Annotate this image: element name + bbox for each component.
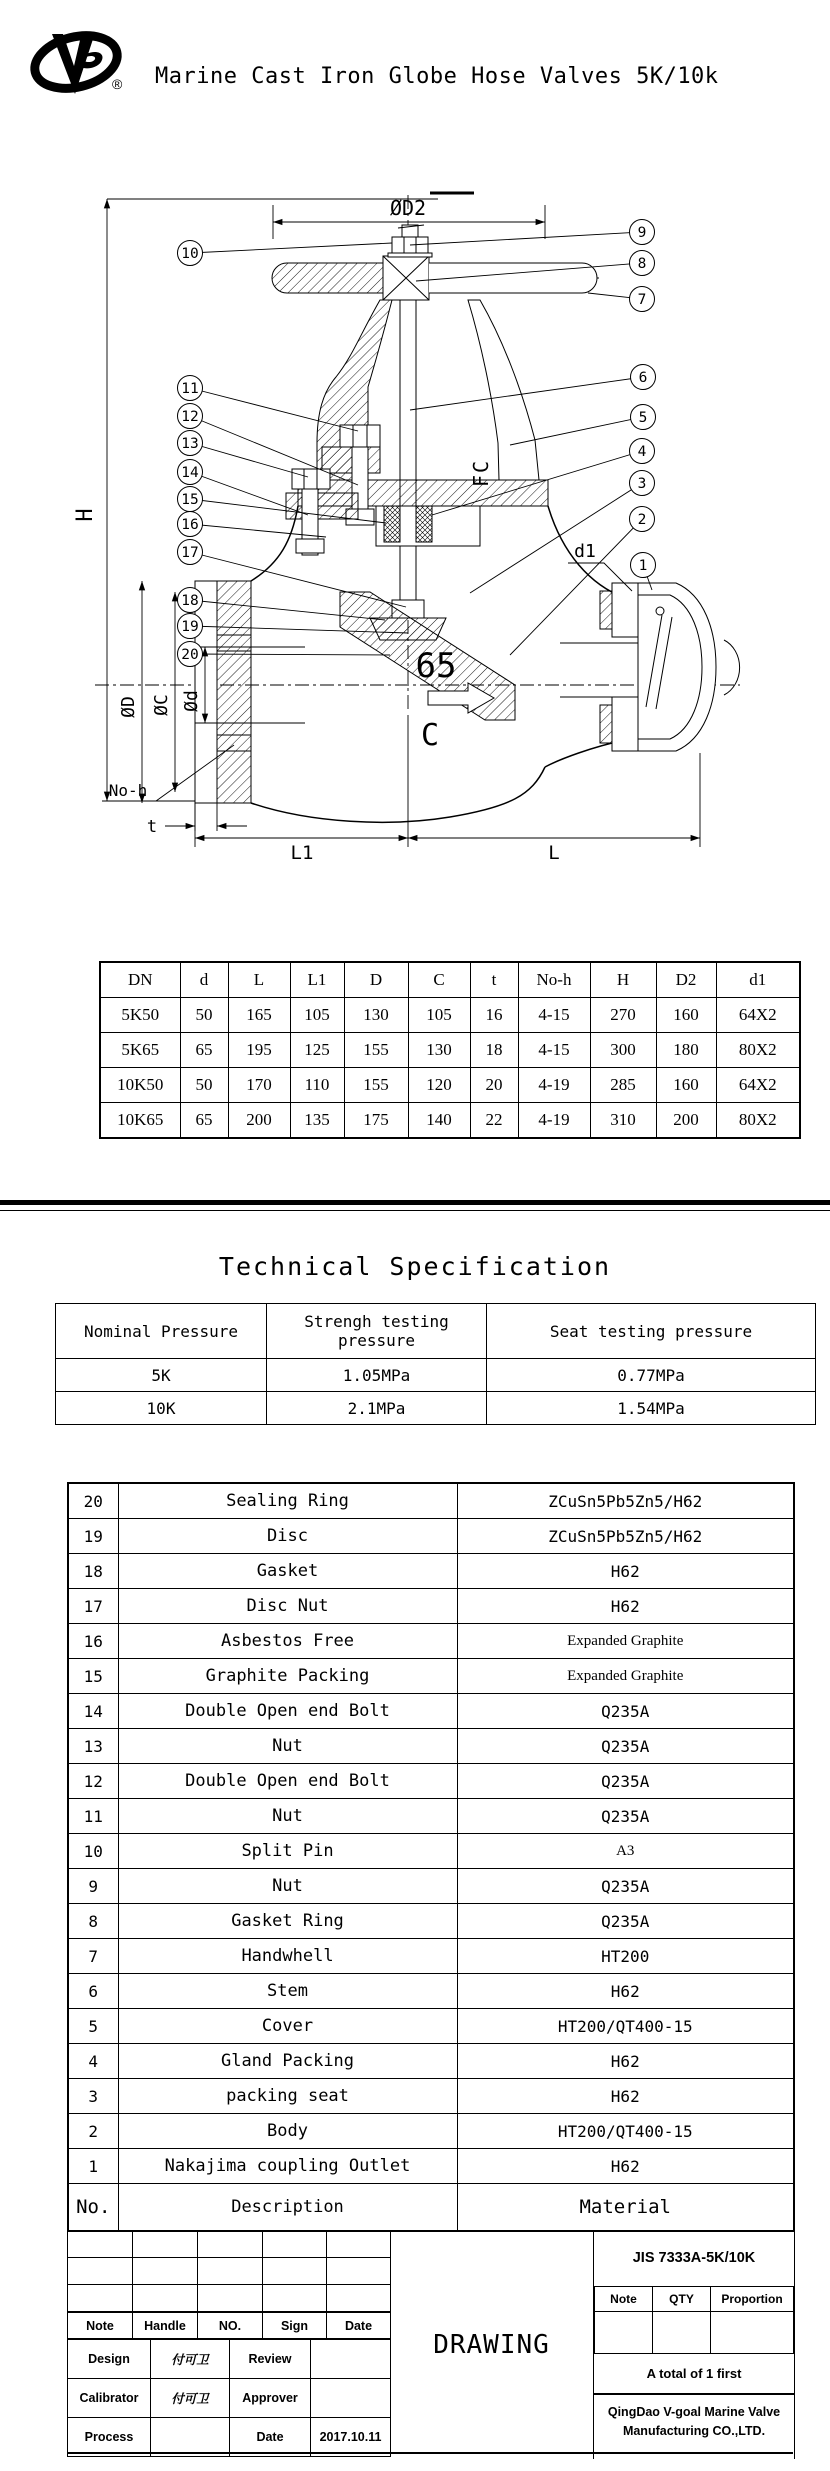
table-header-cell: L1 xyxy=(290,962,344,998)
table-cell: 14 xyxy=(68,1694,118,1729)
drawing-label: DRAWING xyxy=(433,2330,550,2360)
svg-text:6: 6 xyxy=(638,370,648,386)
table-row xyxy=(68,2379,391,2418)
table-cell: H62 xyxy=(457,1974,794,2009)
table-row xyxy=(68,1694,794,1729)
table-cell: Gasket xyxy=(118,1554,457,1589)
table-cell: H62 xyxy=(457,1589,794,1624)
company-name xyxy=(594,2395,794,2459)
table-cell: 18 xyxy=(68,1554,118,1589)
table-row xyxy=(100,1068,800,1103)
table-cell: 10 xyxy=(68,1834,118,1869)
table-header-cell: NO. xyxy=(198,2313,263,2339)
table-cell: 175 xyxy=(344,1103,408,1139)
table-cell: Double Open end Bolt xyxy=(118,1764,457,1799)
table-cell: Body xyxy=(118,2114,457,2149)
dim-label-t: t xyxy=(146,817,158,837)
table-cell: Design xyxy=(68,2340,151,2379)
table-cell: Gland Packing xyxy=(118,2044,457,2079)
title-block-empty-grid xyxy=(67,2230,391,2312)
parts-col-no: No. xyxy=(68,2184,118,2232)
table-cell: 64X2 xyxy=(716,1068,800,1103)
svg-text:17: 17 xyxy=(181,545,199,561)
title-block-rows xyxy=(67,2339,391,2457)
table-header-cell: H xyxy=(590,962,656,998)
table-cell: 20 xyxy=(68,1483,118,1519)
svg-text:7: 7 xyxy=(637,292,647,308)
table-cell: Asbestos Free xyxy=(118,1624,457,1659)
table-cell: 135 xyxy=(290,1103,344,1139)
table-cell: 2017.10.11 xyxy=(311,2418,391,2457)
spec-col-seat: Seat testing pressure xyxy=(487,1304,816,1359)
dimension-table-header xyxy=(100,962,800,998)
table-row xyxy=(68,2285,391,2312)
table-cell: Nut xyxy=(118,1869,457,1904)
svg-text:10: 10 xyxy=(181,246,199,262)
table-header-cell: Handle xyxy=(133,2313,198,2339)
table-row xyxy=(68,1554,794,1589)
table-row xyxy=(100,1033,800,1068)
title-block-signature-table xyxy=(67,2312,391,2339)
v-goal-logo-icon xyxy=(28,28,124,100)
table-cell: Split Pin xyxy=(118,1834,457,1869)
sheet-total: A total of 1 first xyxy=(594,2354,794,2395)
spec-col-strength-line1: Strengh testing xyxy=(304,1312,449,1331)
table-cell: 310 xyxy=(590,1103,656,1139)
valve-sectional-drawing xyxy=(40,95,800,885)
table-cell: 300 xyxy=(590,1033,656,1068)
table-cell: 155 xyxy=(344,1033,408,1068)
valve-geometry xyxy=(195,225,740,822)
table-cell: 270 xyxy=(590,998,656,1033)
svg-text:13: 13 xyxy=(181,436,199,452)
drawing-label-box xyxy=(390,2230,593,2452)
dim-label-c-dia: ØC xyxy=(151,694,172,716)
table-cell: ZCuSn5Pb5Zn5/H62 xyxy=(457,1483,794,1519)
table-row xyxy=(68,1764,794,1799)
table-cell: 4-19 xyxy=(518,1068,590,1103)
table-header-cell: No-h xyxy=(518,962,590,998)
table-row xyxy=(68,1729,794,1764)
table-header-cell: D2 xyxy=(656,962,716,998)
parts-list-header-row xyxy=(68,2184,794,2232)
table-cell: HT200/QT400-15 xyxy=(457,2114,794,2149)
table-cell: 付可卫 xyxy=(151,2340,230,2379)
table-cell: 5K50 xyxy=(100,998,180,1033)
table-cell: 120 xyxy=(408,1068,470,1103)
table-cell: 5 xyxy=(68,2009,118,2044)
table-row xyxy=(68,2009,794,2044)
table-header-cell: D xyxy=(344,962,408,998)
table-cell: Graphite Packing xyxy=(118,1659,457,1694)
table-cell: HT200/QT400-15 xyxy=(457,2009,794,2044)
table-cell: 3 xyxy=(68,2079,118,2114)
table-row xyxy=(68,1519,794,1554)
section-divider xyxy=(0,1200,830,1205)
table-row xyxy=(68,1659,794,1694)
table-cell: 4-15 xyxy=(518,1033,590,1068)
table-cell: Calibrator xyxy=(68,2379,151,2418)
qty-table-header xyxy=(595,2287,794,2312)
table-cell: 10K65 xyxy=(100,1103,180,1139)
table-cell: 195 xyxy=(228,1033,290,1068)
table-header-cell: Sign xyxy=(263,2313,327,2339)
table-cell: 200 xyxy=(656,1103,716,1139)
dim-label-noh: No-h xyxy=(108,781,148,800)
callout-9 xyxy=(410,220,655,246)
material-mark-fc: FC xyxy=(469,458,493,487)
svg-text:14: 14 xyxy=(181,465,199,481)
table-row xyxy=(68,2340,391,2379)
table-cell: 125 xyxy=(290,1033,344,1068)
table-cell: Process xyxy=(68,2418,151,2457)
table-cell: 160 xyxy=(656,998,716,1033)
svg-text:2: 2 xyxy=(637,512,647,528)
table-cell: 6 xyxy=(68,1974,118,2009)
table-cell: Expanded Graphite xyxy=(457,1659,794,1694)
table-cell: 0.77MPa xyxy=(487,1359,816,1392)
table-cell: Date xyxy=(230,2418,311,2457)
table-row xyxy=(100,998,800,1033)
svg-text:15: 15 xyxy=(181,492,199,508)
table-cell: Nut xyxy=(118,1799,457,1834)
table-header-cell: d xyxy=(180,962,228,998)
spec-col-strength-line2: pressure xyxy=(337,1331,416,1350)
svg-text:12: 12 xyxy=(181,409,199,425)
page-title: Marine Cast Iron Globe Hose Valves 5K/10k xyxy=(155,64,719,89)
table-cell: 105 xyxy=(408,998,470,1033)
table-cell xyxy=(311,2379,391,2418)
table-cell: 155 xyxy=(344,1068,408,1103)
dim-label-h: H xyxy=(73,508,98,522)
table-cell: 5K xyxy=(56,1359,267,1392)
table-cell xyxy=(151,2418,230,2457)
table-cell: 4 xyxy=(68,2044,118,2079)
table-cell: Nut xyxy=(118,1729,457,1764)
dimension-table xyxy=(99,961,801,1139)
dim-label-d1: d1 xyxy=(574,541,596,562)
table-row xyxy=(68,1974,794,2009)
table-row xyxy=(68,1799,794,1834)
svg-text:18: 18 xyxy=(181,593,199,609)
table-cell: packing seat xyxy=(118,2079,457,2114)
table-cell: 16 xyxy=(470,998,518,1033)
svg-text:4: 4 xyxy=(637,444,647,460)
table-cell: 285 xyxy=(590,1068,656,1103)
callout-10 xyxy=(178,241,393,266)
table-cell: 1 xyxy=(68,2149,118,2184)
table-cell: Stem xyxy=(118,1974,457,2009)
table-header-cell: d1 xyxy=(716,962,800,998)
table-cell: Q235A xyxy=(457,1764,794,1799)
svg-text:20: 20 xyxy=(181,647,199,663)
dim-label-l1: L1 xyxy=(290,842,314,864)
table-cell xyxy=(311,2340,391,2379)
table-cell: 200 xyxy=(228,1103,290,1139)
table-header-cell: Note xyxy=(68,2313,133,2339)
qty-table xyxy=(594,2287,794,2354)
table-cell: Review xyxy=(230,2340,311,2379)
table-cell: 80X2 xyxy=(716,1103,800,1139)
table-row xyxy=(100,1103,800,1139)
dim-label-d2: ØD2 xyxy=(389,196,427,220)
table-cell: Q235A xyxy=(457,1729,794,1764)
dim-label-l: L xyxy=(548,842,560,864)
table-row xyxy=(68,1483,794,1519)
spec-col-nominal: Nominal Pressure xyxy=(56,1304,267,1359)
table-row xyxy=(68,1939,794,1974)
table-cell: Handwhell xyxy=(118,1939,457,1974)
table-cell: 19 xyxy=(68,1519,118,1554)
table-row xyxy=(56,1392,816,1425)
table-cell: 110 xyxy=(290,1068,344,1103)
table-cell: 16 xyxy=(68,1624,118,1659)
svg-text:11: 11 xyxy=(181,381,199,397)
table-cell: 10K50 xyxy=(100,1068,180,1103)
section-divider-thin xyxy=(0,1210,830,1211)
company-name-line1: QingDao V-goal Marine Valve xyxy=(607,2405,781,2419)
table-row xyxy=(68,2258,391,2285)
table-row xyxy=(68,2079,794,2114)
table-cell: Expanded Graphite xyxy=(457,1624,794,1659)
table-cell: 22 xyxy=(470,1103,518,1139)
table-cell: Disc Nut xyxy=(118,1589,457,1624)
dim-label-flow: C xyxy=(420,718,440,753)
table-cell: 4-15 xyxy=(518,998,590,1033)
table-cell: 20 xyxy=(470,1068,518,1103)
table-cell: H62 xyxy=(457,1554,794,1589)
svg-text:1: 1 xyxy=(638,558,648,574)
table-cell: 17 xyxy=(68,1589,118,1624)
title-block-bottom-frame xyxy=(67,2452,793,2454)
table-cell: Q235A xyxy=(457,1694,794,1729)
table-cell: 2.1MPa xyxy=(267,1392,487,1425)
spec-table-header xyxy=(56,1304,816,1359)
table-cell: A3 xyxy=(457,1834,794,1869)
callout-6 xyxy=(410,365,656,411)
table-cell: 50 xyxy=(180,998,228,1033)
table-cell: HT200 xyxy=(457,1939,794,1974)
table-cell: 65 xyxy=(180,1103,228,1139)
table-cell: 160 xyxy=(656,1068,716,1103)
table-header-cell: t xyxy=(470,962,518,998)
table-cell: 80X2 xyxy=(716,1033,800,1068)
table-cell: Q235A xyxy=(457,1799,794,1834)
table-cell: 130 xyxy=(344,998,408,1033)
table-cell: 8 xyxy=(68,1904,118,1939)
table-cell: 7 xyxy=(68,1939,118,1974)
table-row xyxy=(68,1834,794,1869)
table-cell: 180 xyxy=(656,1033,716,1068)
spec-heading: Technical Specification xyxy=(218,1252,612,1281)
table-row xyxy=(68,1869,794,1904)
table-cell: 15 xyxy=(68,1659,118,1694)
title-block-left xyxy=(67,2230,390,2457)
table-cell: H62 xyxy=(457,2044,794,2079)
table-header-cell: DN xyxy=(100,962,180,998)
table-cell: Sealing Ring xyxy=(118,1483,457,1519)
table-cell: Nakajima coupling Outlet xyxy=(118,2149,457,2184)
table-cell: 13 xyxy=(68,1729,118,1764)
table-row xyxy=(68,2114,794,2149)
table-cell: 付可卫 xyxy=(151,2379,230,2418)
table-cell: 1.54MPa xyxy=(487,1392,816,1425)
table-header-cell: L xyxy=(228,962,290,998)
table-header-cell: Note xyxy=(595,2287,653,2312)
table-cell: Gasket Ring xyxy=(118,1904,457,1939)
svg-text:9: 9 xyxy=(637,225,647,241)
table-cell: 140 xyxy=(408,1103,470,1139)
table-cell: 130 xyxy=(408,1033,470,1068)
table-cell: Cover xyxy=(118,2009,457,2044)
table-cell: H62 xyxy=(457,2079,794,2114)
table-cell: Approver xyxy=(230,2379,311,2418)
svg-text:5: 5 xyxy=(638,410,648,426)
table-cell: 5K65 xyxy=(100,1033,180,1068)
table-cell: Double Open end Bolt xyxy=(118,1694,457,1729)
table-row xyxy=(68,2231,391,2258)
svg-text:19: 19 xyxy=(181,619,199,635)
table-row xyxy=(68,2149,794,2184)
table-cell: 64X2 xyxy=(716,998,800,1033)
table-row xyxy=(68,1904,794,1939)
spec-table xyxy=(55,1303,816,1425)
title-block-right xyxy=(593,2230,795,2459)
table-header-cell: Date xyxy=(327,2313,391,2339)
table-row xyxy=(56,1359,816,1392)
svg-text:16: 16 xyxy=(181,517,199,533)
table-cell: 105 xyxy=(290,998,344,1033)
table-header-cell: QTY xyxy=(653,2287,711,2312)
table-cell: Disc xyxy=(118,1519,457,1554)
registered-trademark: ® xyxy=(112,76,123,92)
dim-label-dflange: ØD xyxy=(118,696,139,718)
company-name-line2: Manufacturing CO.,LTD. xyxy=(622,2424,766,2439)
callout-7 xyxy=(588,287,655,312)
table-cell: 4-19 xyxy=(518,1103,590,1139)
table-cell: 18 xyxy=(470,1033,518,1068)
parts-col-material: Material xyxy=(457,2184,794,2232)
table-cell: Q235A xyxy=(457,1904,794,1939)
title-block-left-header xyxy=(68,2313,391,2339)
spec-col-strength xyxy=(267,1304,487,1359)
table-cell: Q235A xyxy=(457,1869,794,1904)
svg-text:3: 3 xyxy=(637,476,647,492)
table-header-cell: C xyxy=(408,962,470,998)
table-cell: 10K xyxy=(56,1392,267,1425)
table-cell: 9 xyxy=(68,1869,118,1904)
table-row xyxy=(68,2044,794,2079)
table-cell: 2 xyxy=(68,2114,118,2149)
company-logo xyxy=(28,28,124,100)
table-row xyxy=(595,2312,794,2354)
table-cell: 170 xyxy=(228,1068,290,1103)
parts-list-table xyxy=(67,1482,795,2232)
table-cell: ZCuSn5Pb5Zn5/H62 xyxy=(457,1519,794,1554)
table-header-cell: Proportion xyxy=(711,2287,794,2312)
table-cell: 65 xyxy=(180,1033,228,1068)
table-row xyxy=(68,1589,794,1624)
svg-text:8: 8 xyxy=(637,256,647,272)
dim-label-d-small: Ød xyxy=(181,690,202,712)
table-cell: 12 xyxy=(68,1764,118,1799)
parts-col-description: Description xyxy=(118,2184,457,2232)
table-cell: 50 xyxy=(180,1068,228,1103)
table-cell: H62 xyxy=(457,2149,794,2184)
table-cell: 1.05MPa xyxy=(267,1359,487,1392)
dim-label-bore: 65 xyxy=(415,646,457,686)
table-cell: 11 xyxy=(68,1799,118,1834)
table-row xyxy=(68,2418,391,2457)
table-row xyxy=(68,1624,794,1659)
table-cell: 165 xyxy=(228,998,290,1033)
drawing-number: JIS 7333A-5K/10K xyxy=(594,2230,794,2287)
